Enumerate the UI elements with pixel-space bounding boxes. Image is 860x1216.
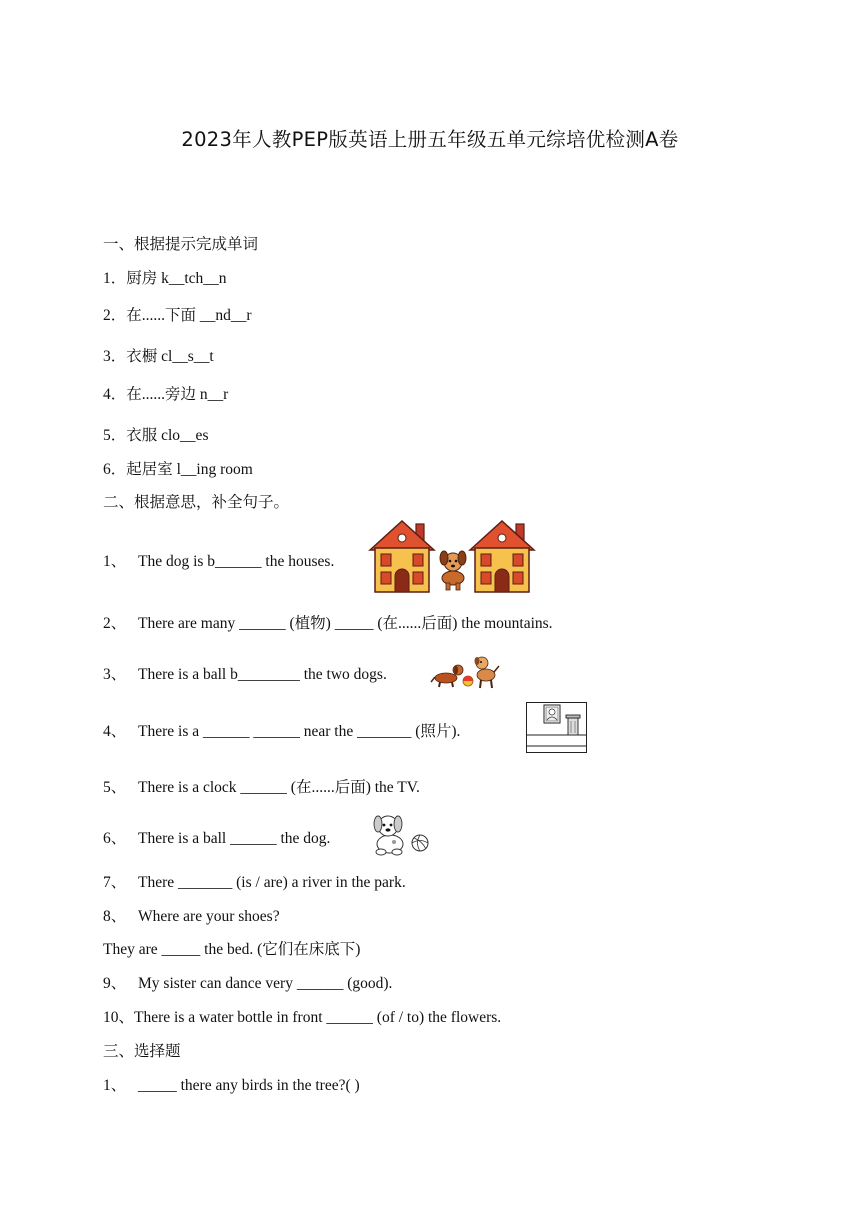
question-item xyxy=(103,826,330,848)
question-number: 7、 xyxy=(103,874,127,891)
house-icon xyxy=(370,521,434,592)
ball-icon xyxy=(463,676,473,686)
question-number: 6、 xyxy=(103,830,127,847)
question-text: There is a ______ ______ near the _______ (照片). xyxy=(138,723,461,740)
two-dogs-ball-illustration xyxy=(430,654,502,690)
bin-icon xyxy=(566,715,580,735)
section-heading-3: 三、选择题 xyxy=(103,1043,181,1060)
dog-icon xyxy=(440,551,466,590)
puppy-ball-illustration xyxy=(370,812,432,856)
question-item xyxy=(103,549,334,571)
question-text: There are many ______ (植物) _____ (在......后面) the mountains. xyxy=(138,615,553,632)
question-text: _____ there any birds in the tree?( ) xyxy=(138,1077,360,1094)
question-item xyxy=(103,662,387,684)
question-text: There is a clock ______ (在......后面) the TV. xyxy=(138,779,420,796)
question-number: 9、 xyxy=(103,975,127,992)
ball-icon xyxy=(412,835,428,851)
question-item: 3．衣橱 cl__s__t xyxy=(103,348,214,365)
question-text: There is a water bottle in front ______ (of / to) the flowers. xyxy=(134,1009,502,1026)
question-number: 2、 xyxy=(103,615,127,632)
question-item xyxy=(103,1073,360,1095)
question-item: 4．在......旁边 n__r xyxy=(103,386,229,403)
question-item: 6．起居室 l__ing room xyxy=(103,461,253,478)
question-item xyxy=(103,719,460,741)
question-item xyxy=(103,971,392,993)
question-item xyxy=(103,775,420,797)
question-number: 3、 xyxy=(103,666,127,683)
dog-icon xyxy=(374,816,403,855)
house-icon xyxy=(470,521,534,592)
question-number: 5、 xyxy=(103,779,127,796)
question-item: 2．在......下面 __nd__r xyxy=(103,307,252,324)
question-text: There is a ball ______ the dog. xyxy=(138,830,331,847)
section-heading-1: 一、根据提示完成单词 xyxy=(103,236,259,253)
houses-dog-illustration xyxy=(368,518,538,594)
question-number: 10、 xyxy=(103,1009,135,1026)
question-item xyxy=(103,1005,501,1027)
question-number: 4、 xyxy=(103,723,127,740)
question-text: There is a ball b________ the two dogs. xyxy=(138,666,387,683)
dog-icon xyxy=(475,657,500,688)
dog-icon xyxy=(431,665,463,687)
section-heading-2: 二、根据意思，补全句子。 xyxy=(103,494,290,511)
question-text: The dog is b______ the houses. xyxy=(138,553,335,570)
question-item xyxy=(103,937,360,959)
question-item: 1．厨房 k__tch__n xyxy=(103,270,227,287)
question-item xyxy=(103,611,553,633)
question-item xyxy=(103,904,280,926)
question-text: They are _____ the bed. (它们在床底下) xyxy=(103,941,361,958)
question-item: 5．衣服 clo__es xyxy=(103,427,209,444)
photo-wall-illustration xyxy=(526,702,588,754)
question-number: 1、 xyxy=(103,553,127,570)
question-number: 1、 xyxy=(103,1077,127,1094)
question-text: Where are your shoes? xyxy=(138,908,280,925)
question-text: There _______ (is / are) a river in the park. xyxy=(138,874,406,891)
photo-icon xyxy=(544,705,560,723)
question-text: My sister can dance very ______ (good). xyxy=(138,975,393,992)
page-title: 2023年人教PEP版英语上册五年级五单元综培优检测A卷 xyxy=(181,128,679,151)
question-item xyxy=(103,870,406,892)
question-number: 8、 xyxy=(103,908,127,925)
